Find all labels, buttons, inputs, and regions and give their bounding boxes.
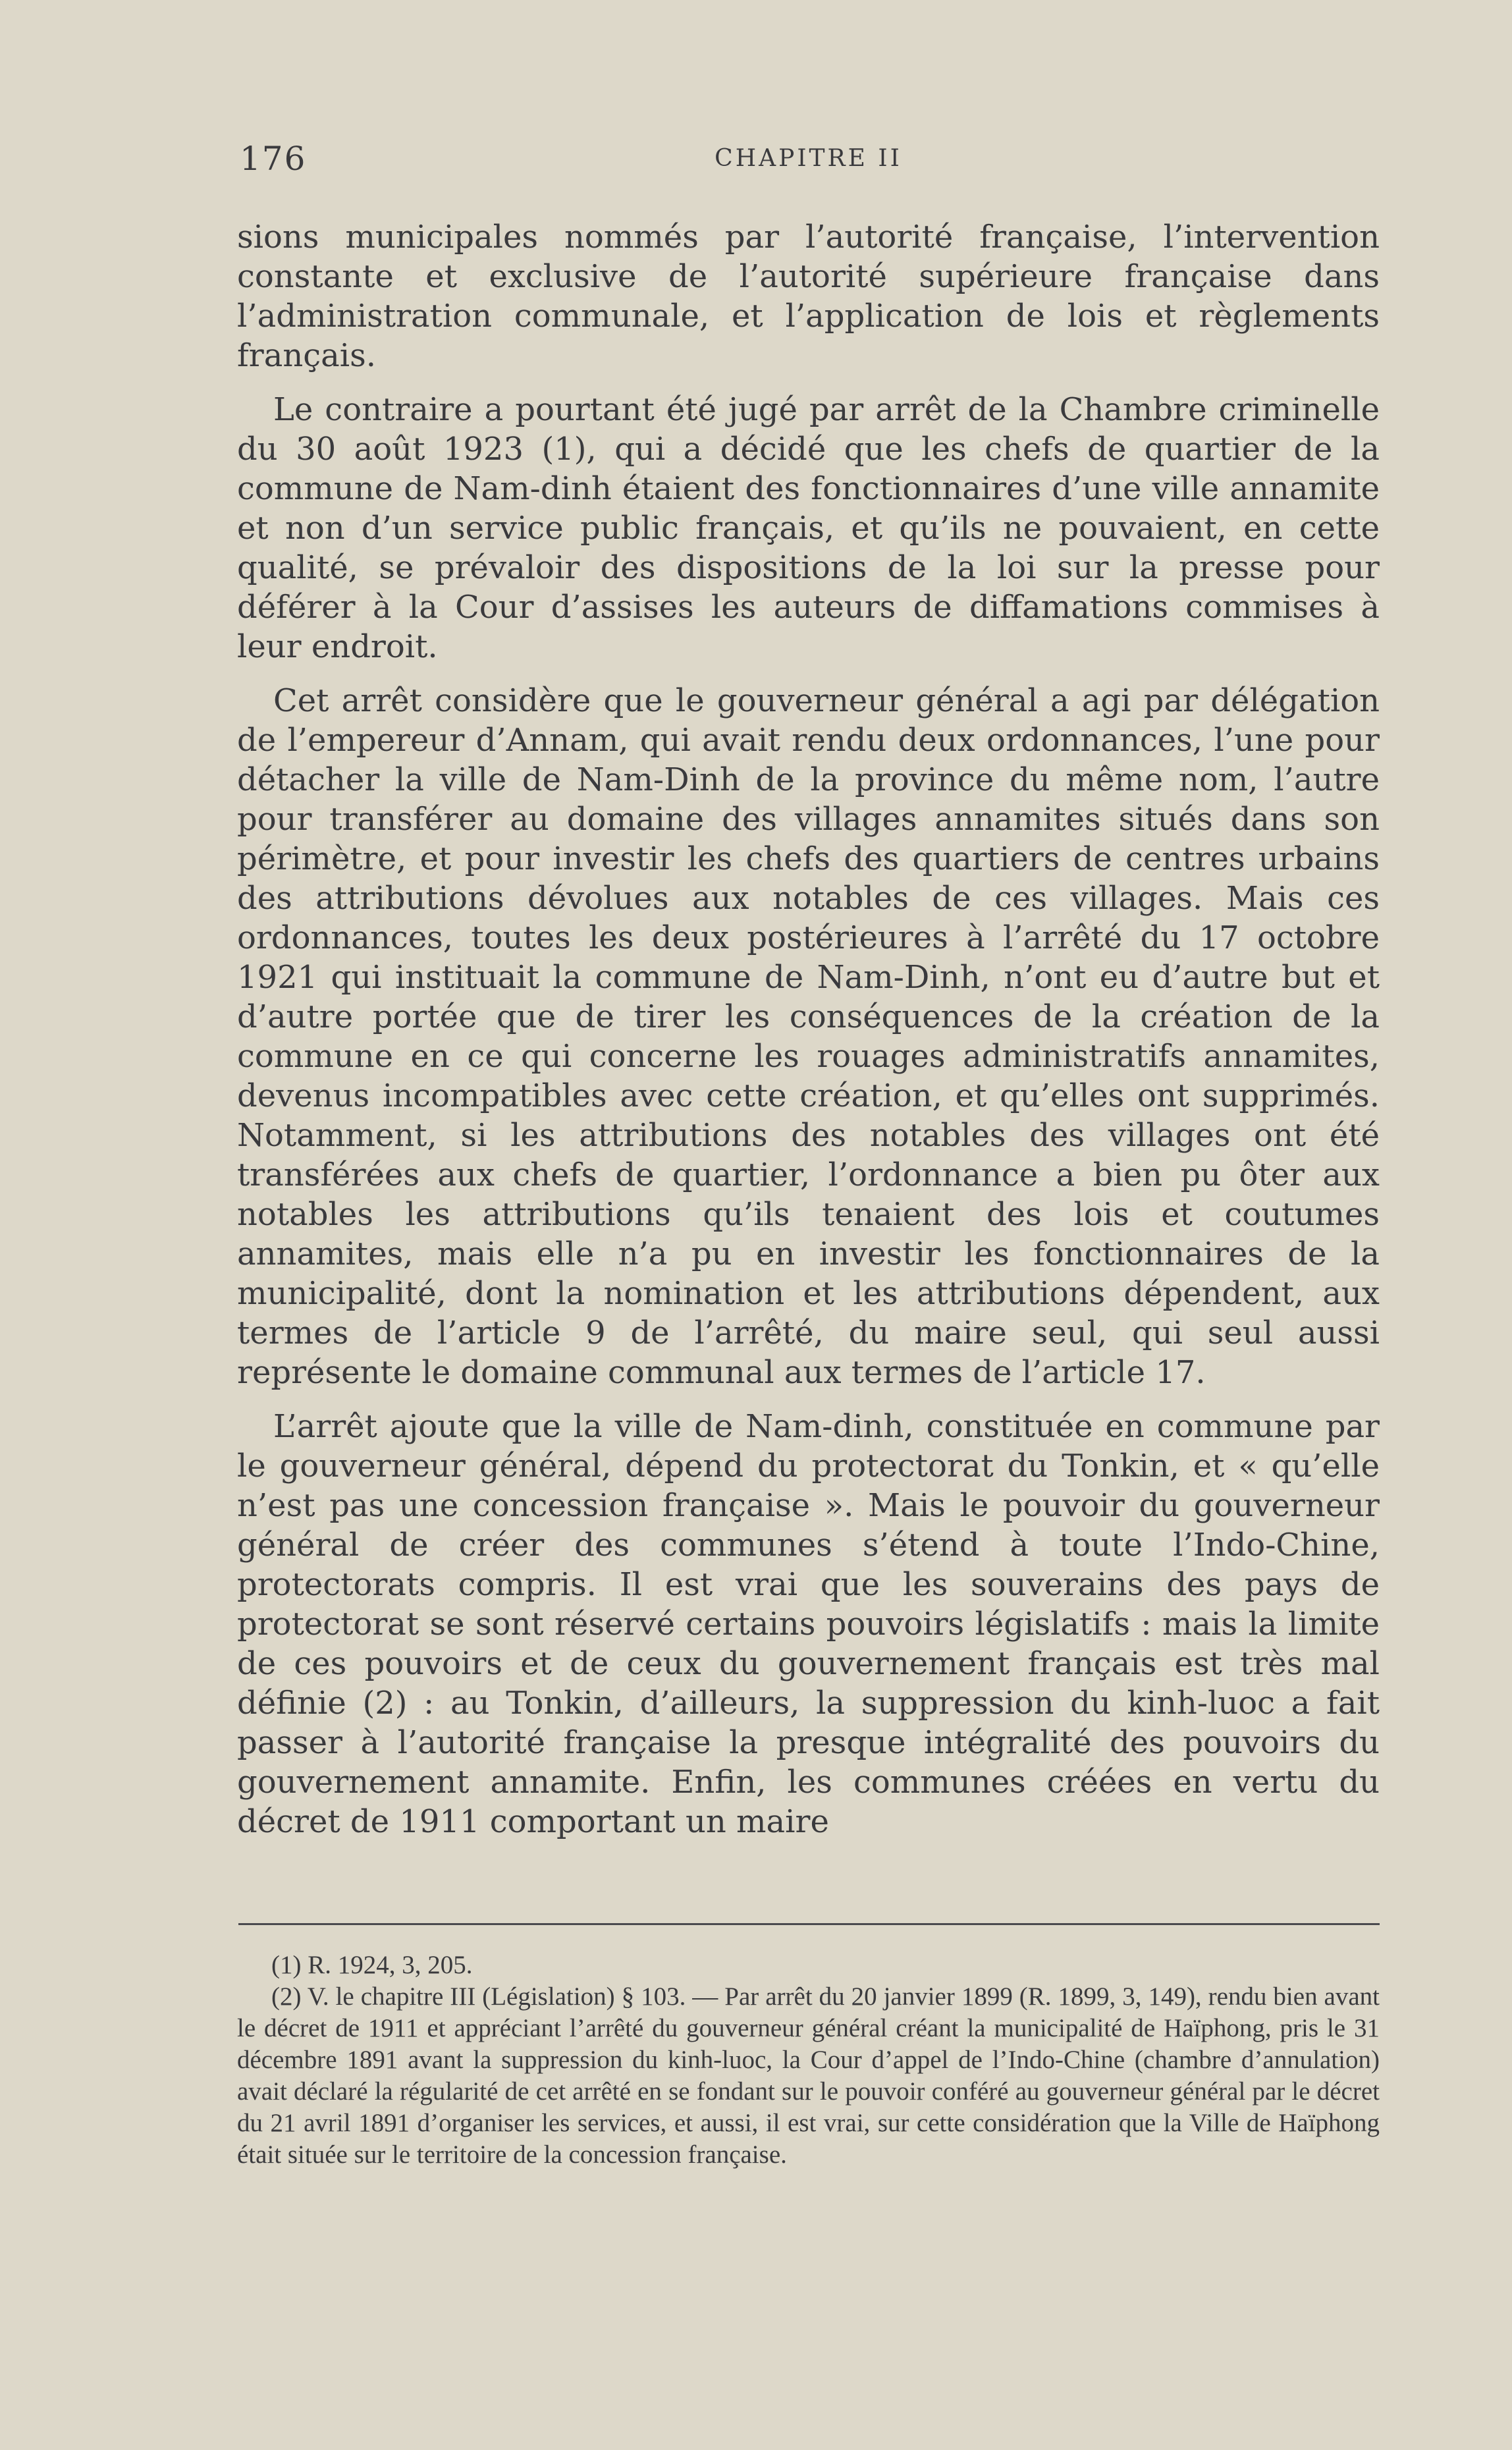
body-text <box>237 217 1380 1856</box>
page-number: 176 <box>240 140 307 178</box>
paragraph-4: L’arrêt ajoute que la ville de Nam-dinh, constituée en commune par le gouverneur général, dépend du protectorat du Tonkin, et « qu’elle n’est pas une concession française ». Mais le pouvoir du gouverneur général de créer des communes s’étend à toute l’Indo-Chine, protectorats compris. Il est vrai que les souverains des pays de protectorat se sont réservé certains pouvoirs législatifs : mais la limite de ces pouvoirs et de ceux du gouvernement français est très mal définie (2) : au Tonkin, d’ailleurs, la suppression du kinh-luoc a fait passer à l’autorité française la presque intégralité des pouvoirs du gouvernement annamite. Enfin, les communes créées en vertu du décret de 1911 comportant un maire <box>237 1408 1380 1840</box>
page-header <box>237 140 1380 179</box>
paragraph-2: Le contraire a pourtant été jugé par arrêt de la Chambre criminelle du 30 août 1923 (1), qui a décidé que les chefs de quartier de la commune de Nam-dinh étaient des fonctionnaires d’une ville annamite et non d’un service public français, et qu’ils ne pouvaient, en cette qualité, se prévaloir des dispositions de la loi sur la presse pour déférer à la Cour d’assises les auteurs de diffamations commises à leur endroit. <box>237 391 1380 665</box>
footnotes <box>237 1949 1380 2171</box>
footnote-divider <box>238 1923 1380 1925</box>
footnote-2: (2) V. le chapitre III (Législation) § 103. — Par arrêt du 20 janvier 1899 (R. 1899, 3, 149), rendu bien avant le décret de 1911 et appréciant l’arrêté du gouverneur général créant la municipalité de Haïphong, pris le 31 décembre 1891 avant la suppression du kinh-luoc, la Cour d’appel de l’Indo-Chine (chambre d’annulation) avait déclaré la régularité de cet arrêté en se fondant sur le pouvoir conféré au gouverneur général par le décret du 21 avril 1891 d’organiser les services, et aussi, il est vrai, sur cette considération que la Ville de Haïphong était située sur le territoire de la concession française. <box>237 1982 1380 2169</box>
footnote-1: (1) R. 1924, 3, 205. <box>271 1951 473 1979</box>
running-head: CHAPITRE II <box>715 145 902 172</box>
paragraph-1: sions municipales nommés par l’autorité française, l’intervention constante et exclusive de l’autorité supérieure française dans l’administration communale, et l’application de lois et règlements français. <box>237 219 1380 374</box>
paragraph-3: Cet arrêt considère que le gouverneur général a agi par délégation de l’empereur d’Annam, qui avait rendu deux ordonnances, l’une pour détacher la ville de Nam-Dinh de la province du même nom, l’autre pour transférer au domaine des villages annamites situés dans son périmètre, et pour investir les chefs des quartiers de centres urbains des attributions dévolues aux notables de ces villages. Mais ces ordonnances, toutes les deux postérieures à l’arrêté du 17 octobre 1921 qui instituait la commune de Nam-Dinh, n’ont eu d’autre but et d’autre portée que de tirer les conséquences de la création de la commune en ce qui concerne les rouages administratifs annamites, devenus incompatibles avec cette création, et qu’elles ont supprimés. Notamment, si les attributions des notables des villages ont été transférées aux chefs de quartier, l’ordonnance a bien pu ôter aux notables les attributions qu’ils tenaient des lois et coutumes annamites, mais elle n’a pu en investir les fonctionnaires de la municipalité, dont la nomination et les attributions dépendent, aux termes de l’article 9 de l’arrêté, du maire seul, qui seul aussi représente le domaine communal aux termes de l’article 17. <box>237 682 1380 1391</box>
